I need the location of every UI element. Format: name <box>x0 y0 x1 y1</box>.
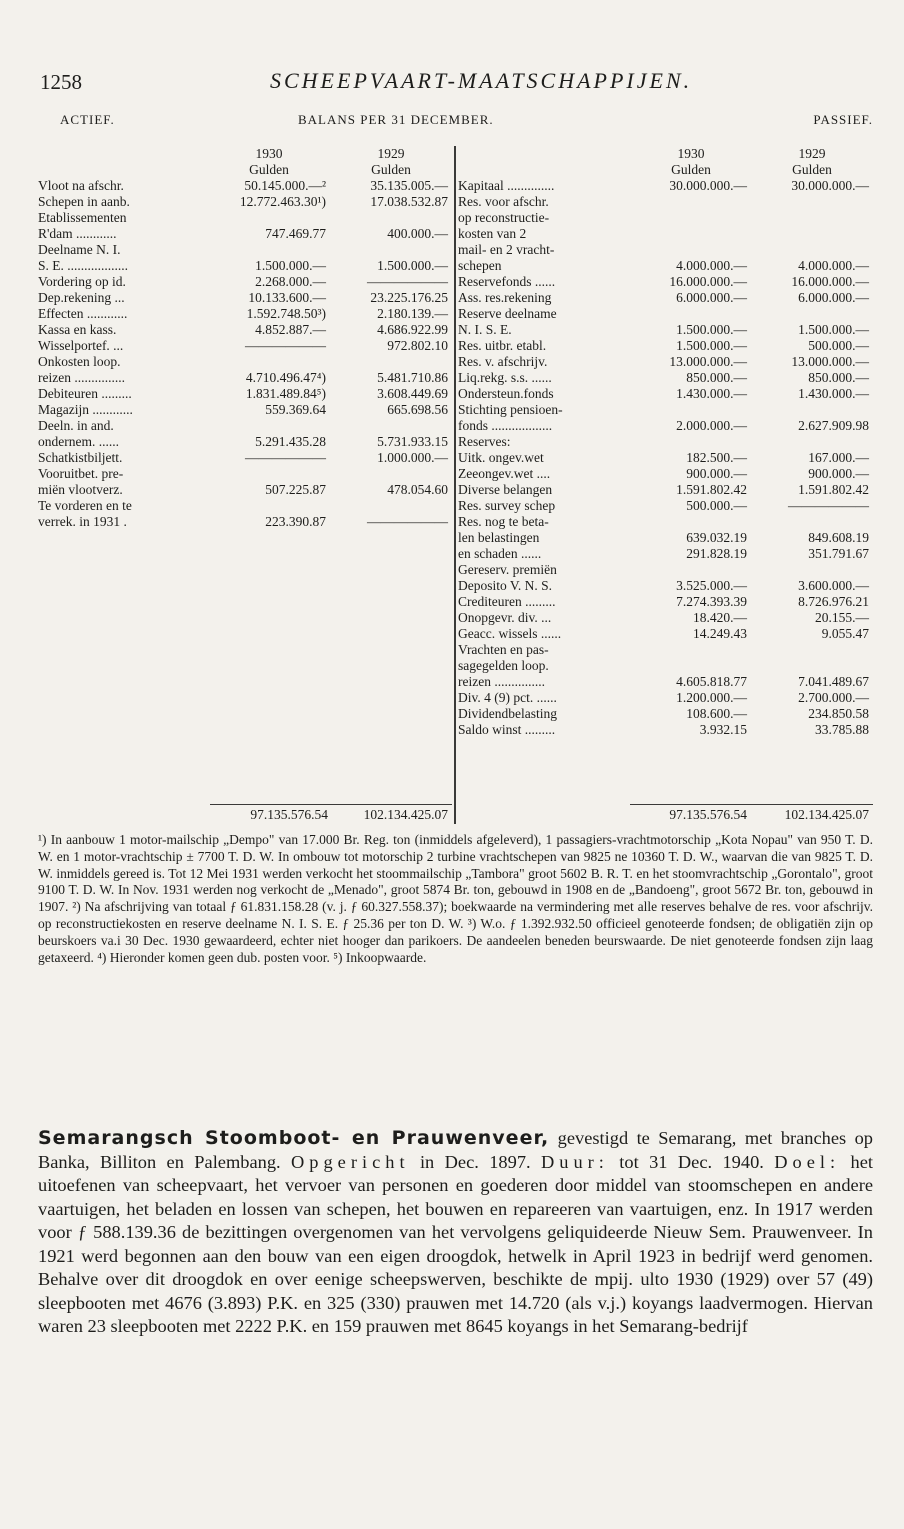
value-1930: 10.133.600.— <box>248 290 326 305</box>
row-label: Ass. res.rekening <box>458 290 552 305</box>
value-1930 <box>631 642 751 658</box>
value-1930: 4.000.000.— <box>676 258 747 273</box>
row-label: kosten van 2 <box>458 226 527 241</box>
value-1929 <box>751 402 873 418</box>
value-1930: 1.200.000.— <box>676 690 747 705</box>
row-label: Res. nog te beta- <box>458 514 549 529</box>
row-label: Schepen in aanb. <box>38 194 130 209</box>
row-label: verrek. in 1931 . <box>38 514 127 529</box>
row-label: Vooruitbet. pre- <box>38 466 124 481</box>
value-1930: 747.469.77 <box>265 226 326 241</box>
value-1930: 16.000.000.— <box>669 274 747 289</box>
row-label: mail- en 2 vracht- <box>458 242 555 257</box>
balance-title <box>38 112 873 130</box>
value-1929: 478.054.60 <box>387 482 448 497</box>
row-label: Res. v. afschrijv. <box>458 354 548 369</box>
value-1930: 900.000.— <box>686 466 747 481</box>
actief-row <box>38 322 452 338</box>
passief-row <box>458 258 873 274</box>
value-1929 <box>751 194 873 210</box>
value-1929: —————— <box>367 514 448 529</box>
value-1930 <box>208 210 330 226</box>
value-1929: 8.726.976.21 <box>798 594 869 609</box>
value-1929: 6.000.000.— <box>798 290 869 305</box>
value-1929 <box>330 210 452 226</box>
total-passief-1929: 102.134.425.07 <box>784 807 869 822</box>
value-1930: 2.000.000.— <box>676 418 747 433</box>
value-1930 <box>631 434 751 450</box>
row-label: Effecten ............ <box>38 306 128 321</box>
row-label: fonds .................. <box>458 418 553 433</box>
value-1930 <box>208 354 330 370</box>
actief-row <box>38 290 452 306</box>
value-1929: 665.698.56 <box>387 402 448 417</box>
value-1930: 4.852.887.— <box>255 322 326 337</box>
total-rule-right <box>630 804 873 805</box>
page-header <box>40 62 870 102</box>
passief-row <box>458 626 873 642</box>
row-label: Diverse belangen <box>458 482 553 497</box>
passief-row <box>458 466 873 482</box>
actief-row <box>38 338 452 354</box>
value-1929 <box>330 498 452 514</box>
article-body: het uitoefenen van scheepvaart, het vervoer van personen en goederen door middel van stoomschepen en andere vaartuigen, het beladen en lossen van schepen, het bouwen en repareeren van vaartuigen, enz. In 1917 werden voor ƒ 588.139.36 de bezittingen overgenomen van het vervolgens geliquideerde Nieuw Sem. Prauwenveer. In 1921 werd begonnen aan den bouw van een eigen droogdok, hetwelk in April 1923 in bedrijf werd genomen. Behalve over dit droogdok en over eenige scheepswerven, beschikte de mpij. ulto 1930 (1929) over 57 (49) sleepbooten met 4676 (3.893) P.K. en 325 (330) prauwen met 14.720 (als v.j.) koyangs laadvermogen. Hiervan waren 23 sleepbooten met 2222 P.K. en 159 prauwen met 8645 koyangs in het Semarang-bedrijf <box>38 1151 873 1336</box>
row-label: reizen ............... <box>38 370 125 385</box>
value-1930 <box>631 242 751 258</box>
value-1929: Gulden <box>792 162 832 177</box>
value-1929: 849.608.19 <box>808 530 869 545</box>
row-label: Crediteuren ......... <box>458 594 556 609</box>
row-label: miën vlootverz. <box>38 482 123 497</box>
value-1929: 4.000.000.— <box>798 258 869 273</box>
value-1930: 1.831.489.84⁵) <box>245 386 326 401</box>
value-1930 <box>631 562 751 578</box>
actief-row <box>38 434 452 450</box>
passief-row <box>458 530 873 546</box>
opgericht-value: in Dec. 1897. <box>409 1151 542 1172</box>
value-1929 <box>330 242 452 258</box>
value-1929: 33.785.88 <box>815 722 869 737</box>
value-1929: 500.000.— <box>808 338 869 353</box>
row-label: Reserves: <box>458 434 511 449</box>
value-1929: 23.225.176.25 <box>370 290 448 305</box>
value-1929: 30.000.000.— <box>791 178 869 193</box>
value-1930: 30.000.000.— <box>669 178 747 193</box>
value-1930: 12.772.463.30¹) <box>239 194 326 209</box>
value-1930: 1.500.000.— <box>255 258 326 273</box>
passief-row <box>458 642 873 658</box>
footnotes: ¹) In aanbouw 1 motor-mailschip „Dempo" van 17.000 Br. Reg. ton (inmiddels afgeleverd), 1 passagiers-vrachtmotorschip „Kota Nopau" van 950 T. D. W. en 1 motor-vrachtschip ± 7700 T. D. W. In ombouw tot motorschip 2 turbine vrachtschepen van 9825 ne 10360 T. D. W., waarvan die van 9825 T. D. W. inmiddels gereed is. Tot 12 Mei 1931 werden verkocht het stoommailschip „Tambora" groot 5602 B. R. T. en het stoomvrachtschip „Gorontalo", groot 9100 T. D. W. In Nov. 1931 werden nog verkocht de „Menado", groot 5874 Br. ton, gebouwd in 1908 en de „Bandoeng", groot 5672 Br. ton, gebouwd in 1907. ²) Na afschrijving van totaal ƒ 61.831.158.28 (v. j. ƒ 60.327.558.37); boekwaarde na vermindering met alle reserves behalve de res. voor afschrijv. op reconstructiekosten en reserve deelname N. I. S. E. ƒ 25.36 per ton D. W. ³) W.o. ƒ 1.392.932.50 officieel genoteerde fondsen; de obligatiën zijn op beurskoers va.i 30 Dec. 1930 gewaardeerd, echter niet hooger dan parikoers. De aandeelen beneden beurswaarde. De niet genoteerde fondsen zijn laag getaxeerd. ⁴) Hieronder komen geen dub. posten voor. ⁵) Inkoopwaarde. <box>38 832 873 965</box>
actief-row <box>38 258 452 274</box>
value-1929 <box>751 242 873 258</box>
row-label <box>38 146 208 162</box>
passief-row <box>458 594 873 610</box>
row-label: Res. survey schep <box>458 498 556 513</box>
value-1929: 351.791.67 <box>808 546 869 561</box>
company-name: Semarangsch Stoomboot- en Prauwenveer, <box>38 1127 550 1149</box>
value-1930: 7.274.393.39 <box>676 594 747 609</box>
actief-row <box>38 178 452 194</box>
passief-row <box>458 370 873 386</box>
running-title: SCHEEPVAART-MAATSCHAPPIJEN. <box>270 68 693 93</box>
row-label: Dep.rekening ... <box>38 290 125 305</box>
value-1930: 639.032.19 <box>686 530 747 545</box>
value-1929: 1.500.000.— <box>798 322 869 337</box>
passief-row <box>458 210 873 226</box>
row-label: N. I. S. E. <box>458 322 512 337</box>
row-label: Onkosten loop. <box>38 354 121 369</box>
value-1930: 850.000.— <box>686 370 747 385</box>
duur-value: tot 31 Dec. 1940. <box>608 1151 775 1172</box>
passief-row <box>458 690 873 706</box>
value-1929: 5.481.710.86 <box>377 370 448 385</box>
actief-row <box>38 210 452 226</box>
balance-sheet <box>38 112 873 828</box>
value-1930: 223.390.87 <box>265 514 326 529</box>
actief-row <box>38 418 452 434</box>
row-label: S. E. .................. <box>38 258 129 273</box>
row-label: Vloot na afschr. <box>38 178 124 193</box>
passief-row <box>458 722 873 738</box>
value-1929: 400.000.— <box>387 226 448 241</box>
row-label: Deelname N. I. <box>38 242 121 257</box>
value-1929: 167.000.— <box>808 450 869 465</box>
value-1930: 1.500.000.— <box>676 338 747 353</box>
passief-row <box>458 338 873 354</box>
value-1929 <box>751 434 873 450</box>
value-1930: 108.600.— <box>686 706 747 721</box>
row-label: Kassa en kass. <box>38 322 117 337</box>
actief-row <box>38 386 452 402</box>
passief-row <box>458 290 873 306</box>
passief-row <box>458 514 873 530</box>
passief-row <box>458 450 873 466</box>
value-1930: 5.291.435.28 <box>255 434 326 449</box>
passief-row <box>458 610 873 626</box>
row-label: Etablissementen <box>38 210 127 225</box>
total-rule-left <box>210 804 452 805</box>
actief-heading: ACTIEF. <box>60 112 115 127</box>
passief-row <box>458 418 873 434</box>
row-label: Vrachten en pas- <box>458 642 549 657</box>
passief-row <box>458 498 873 514</box>
actief-row <box>38 194 452 210</box>
row-label: reizen ............... <box>458 674 545 689</box>
value-1929: 5.731.933.15 <box>377 434 448 449</box>
actief-row <box>38 514 452 530</box>
actief-row <box>38 306 452 322</box>
value-1929: 1929 <box>377 146 405 161</box>
row-label: Dividendbelasting <box>458 706 557 721</box>
value-1929: Gulden <box>371 162 411 177</box>
passief-row <box>458 306 873 322</box>
value-1930 <box>631 306 751 322</box>
row-label: R'dam ............ <box>38 226 117 241</box>
passief-row <box>458 546 873 562</box>
passief-row <box>458 658 873 674</box>
value-1930 <box>208 466 330 482</box>
value-1929: 20.155.— <box>815 610 869 625</box>
value-1929 <box>330 418 452 434</box>
value-1930: 1.500.000.— <box>676 322 747 337</box>
value-1929: 9.055.47 <box>821 626 869 641</box>
row-label: Saldo winst ......... <box>458 722 556 737</box>
actief-row <box>38 354 452 370</box>
actief-row <box>38 242 452 258</box>
passief-row <box>458 434 873 450</box>
value-1930 <box>208 418 330 434</box>
value-1929: 1929 <box>798 146 826 161</box>
value-1930 <box>631 194 751 210</box>
passief-column <box>458 146 873 738</box>
value-1930: 1.430.000.— <box>676 386 747 401</box>
row-label: Te vorderen en te <box>38 498 132 513</box>
value-1930: —————— <box>245 338 326 353</box>
row-label: Ondersteun.fonds <box>458 386 554 401</box>
row-label: Schatkistbiljett. <box>38 450 123 465</box>
value-1930: Gulden <box>671 162 711 177</box>
value-1929: 972.802.10 <box>387 338 448 353</box>
value-1929: 3.608.449.69 <box>377 386 448 401</box>
passief-row <box>458 178 873 194</box>
row-label: Magazijn ............ <box>38 402 133 417</box>
row-label: Res. uitbr. etabl. <box>458 338 547 353</box>
actief-column <box>38 146 452 530</box>
passief-row <box>458 194 873 210</box>
row-label: Deposito V. N. S. <box>458 578 553 593</box>
row-label: Deeln. in and. <box>38 418 114 433</box>
actief-row <box>38 498 452 514</box>
row-label <box>458 162 631 178</box>
value-1930: 500.000.— <box>686 498 747 513</box>
passief-row <box>458 274 873 290</box>
value-1929: —————— <box>788 498 869 513</box>
value-1930: 4.710.496.47⁴) <box>245 370 326 385</box>
value-1929: 2.180.139.— <box>377 306 448 321</box>
row-label: Uitk. ongev.wet <box>458 450 544 465</box>
actief-row <box>38 226 452 242</box>
doel-label: Doel: <box>774 1151 841 1172</box>
row-label: Reservefonds ...... <box>458 274 556 289</box>
value-1929 <box>751 226 873 242</box>
actief-row <box>38 450 452 466</box>
value-1930: 3.932.15 <box>699 722 747 737</box>
value-1929 <box>330 354 452 370</box>
row-label: Stichting pensioen- <box>458 402 563 417</box>
value-1930: 1930 <box>677 146 705 161</box>
passief-row <box>458 242 873 258</box>
row-label: Debiteuren ......... <box>38 386 132 401</box>
value-1929: 1.500.000.— <box>377 258 448 273</box>
value-1929: 13.000.000.— <box>791 354 869 369</box>
value-1930: 182.500.— <box>686 450 747 465</box>
article-intro: gevestigd te Semarang, met branches op Banka, Billiton en Palembang. <box>38 1128 873 1172</box>
passief-row <box>458 162 873 178</box>
value-1930 <box>208 242 330 258</box>
value-1929: —————— <box>367 274 448 289</box>
passief-row <box>458 354 873 370</box>
value-1930 <box>208 498 330 514</box>
value-1929: 4.686.922.99 <box>377 322 448 337</box>
value-1929: 900.000.— <box>808 466 869 481</box>
passief-row <box>458 402 873 418</box>
value-1929 <box>751 514 873 530</box>
passief-row <box>458 562 873 578</box>
row-label <box>38 162 208 178</box>
value-1929: 234.850.58 <box>808 706 869 721</box>
opgericht-label: Opgericht <box>291 1151 410 1172</box>
actief-row <box>38 162 452 178</box>
row-label: len belastingen <box>458 530 540 545</box>
row-label: Onopgevr. div. ... <box>458 610 552 625</box>
value-1930: 50.145.000.—² <box>244 178 326 193</box>
value-1930: —————— <box>245 450 326 465</box>
value-1929 <box>751 658 873 674</box>
row-label: Gereserv. premiën <box>458 562 557 577</box>
value-1930: 4.605.818.77 <box>676 674 747 689</box>
value-1929: 1.430.000.— <box>798 386 869 401</box>
value-1929 <box>751 642 873 658</box>
value-1929 <box>751 210 873 226</box>
company-article <box>38 1127 873 1339</box>
actief-row <box>38 482 452 498</box>
value-1930: 3.525.000.— <box>676 578 747 593</box>
row-label: ondernem. ...... <box>38 434 119 449</box>
row-label: en schaden ...... <box>458 546 542 561</box>
row-label: sagegelden loop. <box>458 658 549 673</box>
passief-row <box>458 322 873 338</box>
value-1930: 13.000.000.— <box>669 354 747 369</box>
row-label: Zeeongev.wet .... <box>458 466 551 481</box>
value-1930 <box>631 210 751 226</box>
passief-row <box>458 146 873 162</box>
value-1930: 6.000.000.— <box>676 290 747 305</box>
actief-row <box>38 146 452 162</box>
value-1929: 7.041.489.67 <box>798 674 869 689</box>
passief-row <box>458 578 873 594</box>
row-label: Vordering op id. <box>38 274 126 289</box>
value-1930: 1.591.802.42 <box>676 482 747 497</box>
row-label: Geacc. wissels ...... <box>458 626 562 641</box>
column-divider <box>454 146 456 824</box>
value-1930 <box>631 226 751 242</box>
value-1929: 1.000.000.— <box>377 450 448 465</box>
row-label: Div. 4 (9) pct. ...... <box>458 690 557 705</box>
row-label: Res. voor afschr. <box>458 194 549 209</box>
actief-row <box>38 402 452 418</box>
value-1930 <box>631 402 751 418</box>
value-1929 <box>330 466 452 482</box>
value-1929 <box>751 306 873 322</box>
value-1930: 1930 <box>255 146 283 161</box>
row-label: Liq.rekg. s.s. ...... <box>458 370 552 385</box>
value-1930: 2.268.000.— <box>255 274 326 289</box>
value-1929: 16.000.000.— <box>791 274 869 289</box>
passief-row <box>458 482 873 498</box>
value-1930: 507.225.87 <box>265 482 326 497</box>
value-1929 <box>751 562 873 578</box>
value-1929: 850.000.— <box>808 370 869 385</box>
value-1930: 18.420.— <box>693 610 747 625</box>
passief-row <box>458 674 873 690</box>
value-1930: 1.592.748.50³) <box>246 306 326 321</box>
row-label: schepen <box>458 258 502 273</box>
actief-row <box>38 466 452 482</box>
value-1929: 35.135.005.— <box>370 178 448 193</box>
duur-label: Duur: <box>541 1151 609 1172</box>
value-1930: 559.369.64 <box>265 402 326 417</box>
total-actief-1929: 102.134.425.07 <box>363 807 448 822</box>
balance-heading: BALANS PER 31 DECEMBER. <box>298 112 494 127</box>
passief-heading: PASSIEF. <box>813 112 873 127</box>
actief-row <box>38 370 452 386</box>
row-label <box>458 146 631 162</box>
value-1929: 2.700.000.— <box>798 690 869 705</box>
total-passief-1930: 97.135.576.54 <box>669 807 747 822</box>
passief-row <box>458 706 873 722</box>
value-1930 <box>631 514 751 530</box>
value-1929: 2.627.909.98 <box>798 418 869 433</box>
actief-row <box>38 274 452 290</box>
value-1929: 3.600.000.— <box>798 578 869 593</box>
page-number: 1258 <box>40 70 82 94</box>
row-label: Kapitaal .............. <box>458 178 555 193</box>
row-label: op reconstructie- <box>458 210 550 225</box>
passief-row <box>458 226 873 242</box>
value-1929: 17.038.532.87 <box>370 194 448 209</box>
value-1929: 1.591.802.42 <box>798 482 869 497</box>
passief-row <box>458 386 873 402</box>
total-actief-1930: 97.135.576.54 <box>250 807 328 822</box>
value-1930: Gulden <box>249 162 289 177</box>
value-1930: 14.249.43 <box>693 626 747 641</box>
row-label: Wisselportef. ... <box>38 338 124 353</box>
row-label: Reserve deelname <box>458 306 557 321</box>
value-1930 <box>631 658 751 674</box>
value-1930: 291.828.19 <box>686 546 747 561</box>
